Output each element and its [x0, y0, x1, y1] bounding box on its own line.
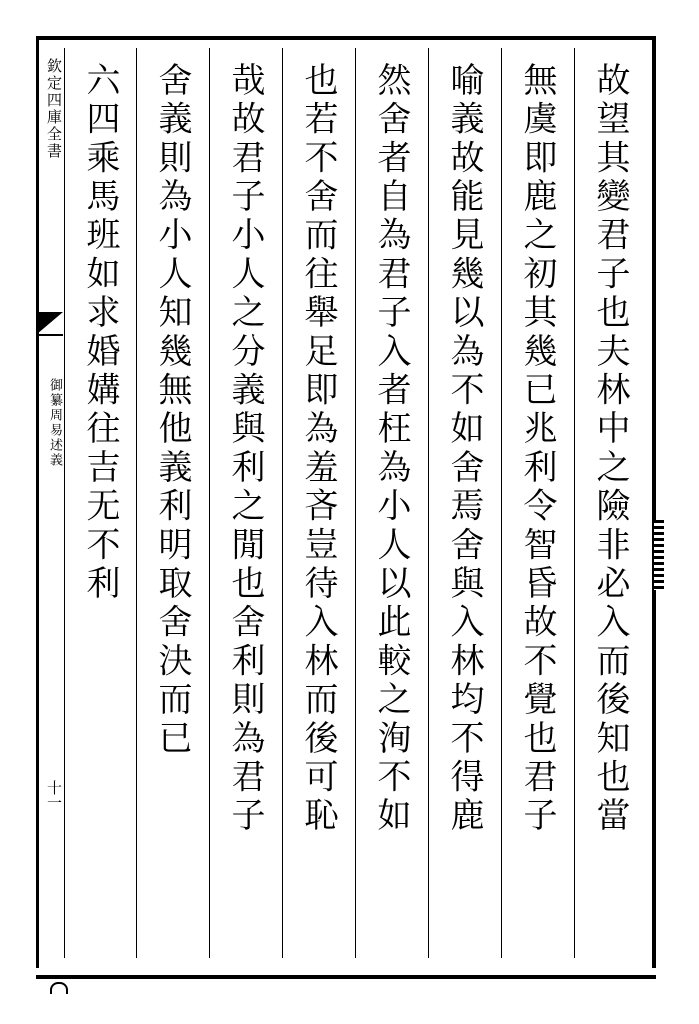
text-column-2: 無虞即鹿之初其幾已兆利令智昏故不覺也君子 [517, 62, 557, 836]
column-rule [209, 48, 210, 958]
column-rule [355, 48, 356, 958]
column-rule [428, 48, 429, 958]
fishtail-mark [37, 312, 63, 334]
column-rule [574, 48, 575, 958]
fishtail-line [37, 334, 63, 336]
column-rule [136, 48, 137, 958]
text-column-6: 哉故君子小人之分義與利之閒也舍利則為君子 [225, 62, 265, 836]
column-rule [282, 48, 283, 958]
page-corner-mark [50, 982, 68, 994]
chapter-title-margin: 御纂周易述義 [47, 378, 62, 468]
column-rule [501, 48, 502, 958]
text-column-7: 舍義則為小人知幾無他義利明取舍決而已 [152, 62, 192, 759]
text-column-3: 喻義故能見幾以為不如舍焉舍與入林均不得鹿 [444, 62, 484, 836]
frame-left-border [36, 40, 39, 968]
text-column-5: 也若不舍而往舉足即為羞吝豈待入林而後可恥 [298, 62, 338, 836]
page-frame [36, 36, 656, 979]
text-column-8: 六四乘馬班如求婚媾往吉无不利 [80, 62, 120, 604]
text-column-1: 故望其變君子也夫林中之險非必入而後知也當 [590, 62, 630, 836]
binding-edge-mark [654, 520, 664, 590]
book-title-margin: 欽定四庫全書 [45, 58, 63, 160]
leaf-number: 十一 [45, 780, 63, 810]
text-column-4: 然舍者自為君子入者枉為小人以此較之洵不如 [371, 62, 411, 836]
column-rule [64, 48, 65, 958]
frame-right-border [652, 40, 656, 968]
center-fold-gutter [44, 44, 64, 964]
